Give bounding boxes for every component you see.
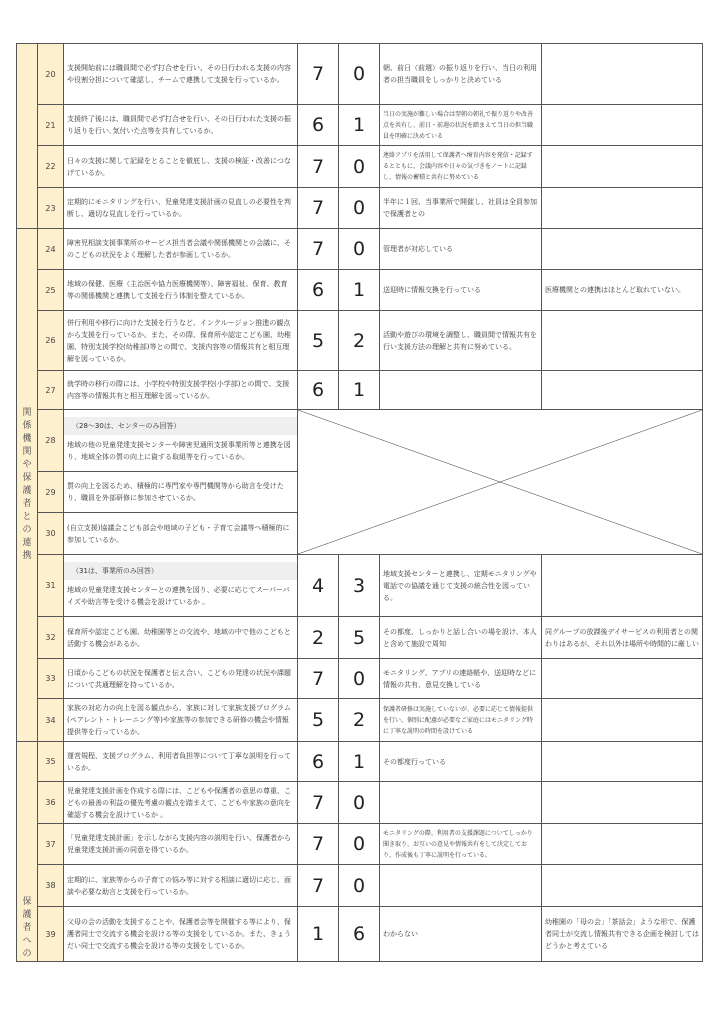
yes-count: 7 (298, 824, 339, 865)
yes-count: 6 (298, 270, 339, 311)
item-number: 35 (38, 742, 64, 782)
status-text: わからない (380, 907, 542, 962)
status-text: その都度、しっかりと話し合いの場を設け、本人と含めて施設で周知 (380, 617, 542, 659)
no-count: 0 (339, 824, 380, 865)
status-text: 活動や遊びの環境を調整し、職員間で情報共有を行い支援方法の理解と共有に努めている。 (380, 311, 542, 371)
improvement-text (542, 371, 703, 410)
evaluation-sheet (16, 43, 702, 962)
status-text (380, 782, 542, 824)
no-count: 1 (339, 105, 380, 146)
category-cell-parents: 保護者への (17, 742, 38, 962)
question-text: 定期的に、家族等からの子育ての悩み等に対する相談に適切に応じ、面談や必要な助言と支援を行っているか。 (64, 865, 298, 907)
improvement-text: 医療機関との連携はほとんど取れていない。 (542, 270, 703, 311)
item-number: 22 (38, 146, 64, 188)
improvement-text (542, 699, 703, 742)
improvement-text (542, 659, 703, 699)
question-text: 日々の支援に関して記録をとることを徹底し、支援の検証・改善につなげているか。 (64, 146, 298, 188)
yes-count: 7 (298, 865, 339, 907)
yes-count: 7 (298, 782, 339, 824)
improvement-text (542, 742, 703, 782)
yes-count: 6 (298, 742, 339, 782)
item-number: 23 (38, 188, 64, 229)
category-cell (17, 44, 38, 229)
yes-count: 7 (298, 659, 339, 699)
status-text (380, 371, 542, 410)
item-number: 28 (38, 410, 64, 472)
question-text: 運営規程、支援プログラム、利用者負担等について丁寧な説明を行っているか。 (64, 742, 298, 782)
status-text: 半年に１回、当事業所で開催し、社員は全員参加で保護者との (380, 188, 542, 229)
question-text: 支援終了後には、職員間で必ず打合せを行い、その日行われた支援の振り返りを行い､気付いた点等を共有しているか。 (64, 105, 298, 146)
improvement-text (542, 555, 703, 617)
question-text: 家族の対応力の向上を図る観点から、家族に対して家族支援プログラム(ペアレント・トレーニング等)や家族等の参加できる研修の機会や情報提供等を行っているか。 (64, 699, 298, 742)
no-count: 0 (339, 659, 380, 699)
item-number: 34 (38, 699, 64, 742)
table-row (17, 865, 703, 907)
status-text: 朝、前日（前週）の振り返りを行い、当日の利用者の担当職員をしっかりと決めている (380, 44, 542, 105)
not-applicable-cross (298, 410, 703, 555)
answer-scope-note: （31は、事業所のみ回答） (64, 562, 297, 580)
item-number: 37 (38, 824, 64, 865)
no-count: 2 (339, 699, 380, 742)
yes-count: 5 (298, 699, 339, 742)
status-text: その都度行っている (380, 742, 542, 782)
no-count: 0 (339, 44, 380, 105)
item-number: 26 (38, 311, 64, 371)
question-cell (64, 555, 298, 617)
question-text: 児童発達支援計画を作成する際には、こどもや保護者の意思の尊重、こどもの最善の利益の優先考慮の観点を踏まえて、こどもや家族の意向を確認する機会を設けているか 。 (64, 782, 298, 824)
yes-count: 5 (298, 311, 339, 371)
table-row (17, 782, 703, 824)
no-count: 2 (339, 311, 380, 371)
no-count: 0 (339, 229, 380, 270)
question-text: 定期的にモニタリングを行い、児童発達支援計画の見直しの必要性を判断し、適切な見直しを行っているか。 (64, 188, 298, 229)
table-row (17, 229, 703, 270)
improvement-text (542, 311, 703, 371)
yes-count: 7 (298, 44, 339, 105)
improvement-text (542, 188, 703, 229)
no-count: 0 (339, 865, 380, 907)
improvement-text (542, 824, 703, 865)
no-count: 0 (339, 782, 380, 824)
yes-count: 6 (298, 371, 339, 410)
status-text: 当日の実施が難しい場合は翌朝の朝礼で振り返りや改善点を共有し、前日・前週の状況を踏まえて当日の担当職員を明確に決めている (380, 105, 542, 146)
item-number: 30 (38, 513, 64, 555)
no-count: 1 (339, 270, 380, 311)
item-number: 32 (38, 617, 64, 659)
improvement-text (542, 229, 703, 270)
yes-count: 7 (298, 146, 339, 188)
no-count: 1 (339, 371, 380, 410)
no-count: 0 (339, 188, 380, 229)
cross-mark-icon (298, 410, 702, 554)
question-text: 併行利用や移行に向けた支援を行うなど、インクルージョン推進の観点から支援を行っているか。また、その際、保育所や認定こども園、幼稚園、特別支援学校(幼稚部)等との間で、支援内容等の情報共有と相互理解を図っているか。 (64, 311, 298, 371)
category-cell-coordination: 関係機関や保護者との連携 (17, 229, 38, 742)
table-row (17, 617, 703, 659)
yes-count: 6 (298, 105, 339, 146)
item-number: 38 (38, 865, 64, 907)
question-text: 地域の児童発達支援センターとの連携を図り、必要に応じてスーパーバイズや助言等を受ける機会を設けているか 。 (67, 586, 290, 606)
improvement-text (542, 105, 703, 146)
improvement-text (542, 44, 703, 105)
answer-scope-note: （28～30は、センターのみ回答） (64, 417, 297, 435)
table-row (17, 146, 703, 188)
item-number: 39 (38, 907, 64, 962)
question-text: 障害児相談支援事業所のサービス担当者会議や関係機関との会議に、そのこどもの状況をよく理解した者が参画しているか。 (64, 229, 298, 270)
improvement-text (542, 782, 703, 824)
item-number: 20 (38, 44, 64, 105)
table-row (17, 311, 703, 371)
no-count: 6 (339, 907, 380, 962)
no-count: 0 (339, 146, 380, 188)
table-row (17, 105, 703, 146)
question-text: 保育所や認定こども園、幼稚園等との交流や、地域の中で他のこどもと活動する機会があるか。 (64, 617, 298, 659)
status-text: 管理者が対応している (380, 229, 542, 270)
question-text: 就学時の移行の際には、小学校や特別支援学校(小学部)との間で、支援内容等の情報共有と相互理解を図っているか。 (64, 371, 298, 410)
improvement-text: 幼稚園の「母の会」「茶話会」ような形で、保護者同士が交流し情報共有できる企画を検討してはどうかと考えている (542, 907, 703, 962)
yes-count: 4 (298, 555, 339, 617)
item-number: 31 (38, 555, 64, 617)
question-cell (64, 410, 298, 472)
yes-count: 2 (298, 617, 339, 659)
question-text: (自立支援)協議会こども部会や地域の子ども・子育て会議等へ積極的に参加しているか。 (64, 513, 298, 555)
item-number: 36 (38, 782, 64, 824)
table-row (17, 907, 703, 962)
table-row (17, 555, 703, 617)
table-row (17, 44, 703, 105)
item-number: 27 (38, 371, 64, 410)
question-text: 地域の保健、医療（主治医や協力医療機関等）、障害福祉、保育、教育等の関係機関と連携して支援を行う体制を整えているか。 (64, 270, 298, 311)
item-number: 24 (38, 229, 64, 270)
item-number: 21 (38, 105, 64, 146)
yes-count: 1 (298, 907, 339, 962)
status-text: 地域支援センターと連携し、定期モニタリングや電話での協議を通じて支援の統合性を図っている。 (380, 555, 542, 617)
no-count: 3 (339, 555, 380, 617)
table-row (17, 699, 703, 742)
question-text: 「児童発達支援計画」を示しながら支援内容の説明を行い、保護者から児童発達支援計画の同意を得ているか。 (64, 824, 298, 865)
improvement-text (542, 146, 703, 188)
status-text: モニタリングの際、利用者の支援課題についてしっかり聞き取り、お互いの意見や情報共有をして決定しており、作成後も丁寧に説明を行っている。 (380, 824, 542, 865)
table-row (17, 270, 703, 311)
status-text: モニタリング、アプリの連絡帳や、送迎時などに情報の共有、意見交換している (380, 659, 542, 699)
status-text (380, 865, 542, 907)
no-count: 1 (339, 742, 380, 782)
table-row (17, 188, 703, 229)
status-text: 保護者研修は実施していないが、必要に応じて情報提供を行い、個別に配慮が必要なご家庭にはモニタリング時に丁寧な説明の時間を設けている (380, 699, 542, 742)
table-row (17, 410, 703, 472)
table-row (17, 371, 703, 410)
item-number: 25 (38, 270, 64, 311)
question-text: 質の向上を図るため、積極的に専門家や専門機関等から助言を受けたり、職員を外部研修に参加させているか。 (64, 472, 298, 513)
item-number: 33 (38, 659, 64, 699)
evaluation-table (16, 43, 703, 962)
improvement-text (542, 865, 703, 907)
question-text: 地域の他の児童発達支援センターや障害児通所支援事業所等と連携を図り、地域全体の質の向上に資する取組等を行っているか。 (67, 441, 291, 461)
table-row (17, 824, 703, 865)
improvement-text: 同グループの放課後デイサービスの利用者との関わりはあるが、それ以外は場所や時間的に厳しい (542, 617, 703, 659)
question-text: 支援開始前には職員間で必ず打合せを行い、その日行われる支援の内容や役割分担について確認し、チームで連携して支援を行っているか。 (64, 44, 298, 105)
yes-count: 7 (298, 188, 339, 229)
status-text: 送迎時に情報交換を行っている (380, 270, 542, 311)
question-text: 日頃からこどもの状況を保護者と伝え合い、こどもの発達の状況や課題について共通理解を持っているか。 (64, 659, 298, 699)
yes-count: 7 (298, 229, 339, 270)
no-count: 5 (339, 617, 380, 659)
status-text: 連絡アプリを活用して保護者へ療育内容を発信・記録するとともに、会議内容や日々の気づきをノートに記録し、情報の蓄積と共有に努めている (380, 146, 542, 188)
table-row (17, 659, 703, 699)
table-row (17, 742, 703, 782)
item-number: 29 (38, 472, 64, 513)
question-text: 父母の会の活動を支援することや、保護者会等を開催する等により、保護者同士で交流する機会を設ける等の支援をしているか。また、きょうだい同士で交流する機会を設ける等の支援をしているか。 (64, 907, 298, 962)
